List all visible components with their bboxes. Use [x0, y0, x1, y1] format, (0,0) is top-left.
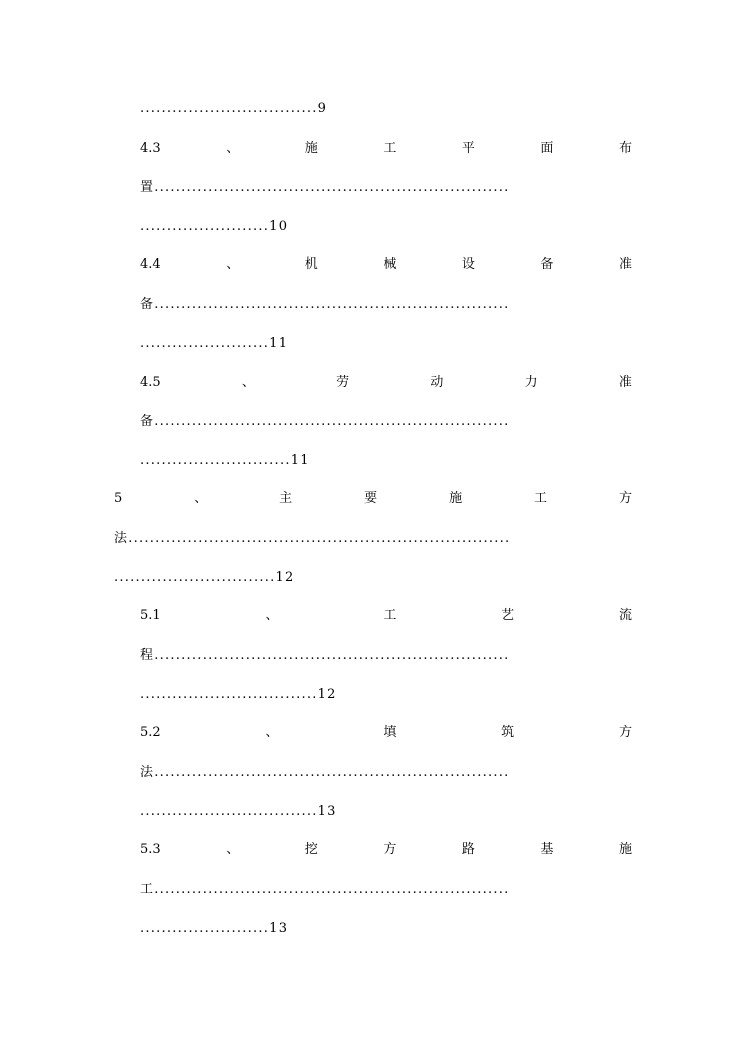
toc-entry-5-heading — [114, 488, 632, 510]
toc-heading-part: 填 — [383, 725, 397, 740]
toc-heading-part: 主 — [279, 491, 293, 506]
toc-heading-part: 工 — [383, 608, 397, 623]
toc-heading-part: 、 — [265, 725, 279, 740]
toc-heading-part: 械 — [383, 257, 397, 272]
toc-heading-part: 4.3 — [140, 141, 161, 156]
toc-heading-part: 5.3 — [140, 842, 161, 857]
toc-heading-part: 、 — [226, 141, 240, 156]
toc-heading-part: 方 — [618, 725, 632, 740]
toc-heading-part: 机 — [304, 257, 318, 272]
toc-leader-line: 法.................................................................. — [140, 765, 510, 780]
toc-heading-part: 筑 — [501, 725, 515, 740]
toc-heading-part: 4.5 — [140, 375, 161, 390]
toc-heading-part: 备 — [540, 257, 554, 272]
toc-leader-line: 备.................................................................. — [140, 414, 510, 429]
toc-heading-part: 要 — [364, 491, 378, 506]
toc-heading-part: 面 — [540, 141, 554, 156]
toc-heading-part: 工 — [534, 491, 548, 506]
toc-heading-part: 施 — [449, 491, 463, 506]
toc-heading-part: 工 — [383, 141, 397, 156]
toc-heading-part: 方 — [383, 842, 397, 857]
toc-heading-part: 基 — [540, 842, 554, 857]
toc-leader-line: 程.................................................................. — [140, 648, 510, 663]
toc-heading-part: 、 — [194, 491, 208, 506]
toc-page-number-line: ........................11 — [140, 336, 289, 351]
toc-heading-part: 5.2 — [140, 725, 161, 740]
toc-leader-line: 工.................................................................. — [140, 882, 510, 897]
toc-heading-part: 艺 — [501, 608, 515, 623]
toc-heading-part: 流 — [618, 608, 632, 623]
toc-heading-part: 动 — [430, 375, 444, 390]
toc-heading-part: 平 — [461, 141, 475, 156]
toc-leader-line: 备.................................................................. — [140, 297, 510, 312]
toc-heading-part: 施 — [304, 141, 318, 156]
toc-heading-part: 5 — [114, 491, 123, 506]
toc-heading-part: 劳 — [336, 375, 350, 390]
toc-heading-part: 设 — [461, 257, 475, 272]
toc-page-number-line: ........................10 — [140, 219, 289, 234]
toc-heading-part: 5.1 — [140, 608, 161, 623]
toc-entry-5-3-heading — [140, 839, 632, 861]
toc-entry-4-3-heading — [140, 138, 632, 160]
toc-leader-line: 置.................................................................. — [140, 180, 510, 195]
toc-page-number-line: ..............................12 — [114, 570, 295, 585]
toc-heading-part: 4.4 — [140, 257, 161, 272]
toc-page-number-line: ........................13 — [140, 921, 289, 936]
toc-heading-part: 、 — [241, 375, 255, 390]
toc-page-number-line: .................................12 — [140, 687, 337, 702]
toc-heading-part: 、 — [226, 257, 240, 272]
toc-entry-5-2-heading — [140, 722, 632, 744]
toc-heading-part: 、 — [226, 842, 240, 857]
toc-heading-part: 准 — [618, 375, 632, 390]
toc-page-number-line: .................................13 — [140, 804, 337, 819]
toc-heading-part: 挖 — [304, 842, 318, 857]
toc-heading-part: 布 — [618, 141, 632, 156]
toc-heading-part: 施 — [618, 842, 632, 857]
toc-entry-4-5-heading — [140, 372, 632, 394]
toc-heading-part: 力 — [524, 375, 538, 390]
toc-entry-4-4-heading — [140, 254, 632, 276]
toc-entry-5-1-heading — [140, 605, 632, 627]
toc-leader-line: 法....................................................................... — [114, 531, 511, 546]
toc-continuation-line: .................................9 — [140, 101, 328, 116]
toc-page-number-line: ............................11 — [140, 453, 310, 468]
toc-heading-part: 、 — [265, 608, 279, 623]
toc-heading-part: 方 — [618, 491, 632, 506]
toc-heading-part: 路 — [461, 842, 475, 857]
toc-heading-part: 准 — [618, 257, 632, 272]
